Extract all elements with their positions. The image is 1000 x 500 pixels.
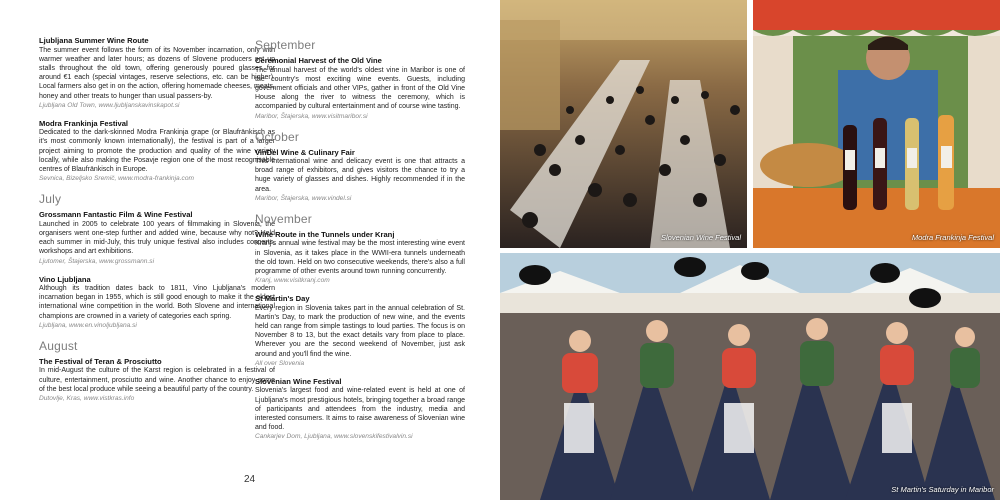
event-title: Slovenian Wine Festival [255, 376, 342, 386]
photo-caption: St Martin's Saturday in Maribor [891, 485, 994, 494]
event-title: Ljubljana Summer Wine Route [39, 36, 149, 45]
event-description: Although its tradition dates back to 1811, Vino Ljubljana's modern incarnation began in 1955, which is still good enough to make it the oldest international wine competition in the world. Both Slovene and international champions are crowned in a variety of categories each spring. [39, 285, 275, 320]
event-entry [39, 357, 275, 403]
event-description: Launched in 2005 to celebrate 100 years of filmmaking in Slovenia, the organisers went one-step further and added wine, because why not? Held each summer in mid-July, this truly unique festival also includes concerts, workshops and art exhibitions. [39, 220, 275, 256]
event-description: Every region in Slovenia takes part in the annual celebration of St. Martin's Day, to mark the production of new wine, and the events held can range from simple tastings to loud parties. The focus is on November 8 to 13, but the exact details vary from place to place. Wherever you are the second weekend of November, just ask around and you'll find the wine. [255, 304, 465, 358]
event-description: The summer event follows the form of its November incarnation, only with warmer weather and later hours; as dozens of Slovene producers set up stalls throughout the old town, offering generously poured glasses for around €1 each (special vintages, reserve selections, etc. can be higher). Local farmers also get in on the action, offering homemade cheeses, meats, honey and other treats to hunger than usual passers-by. [39, 46, 275, 100]
page-number: 24 [244, 474, 256, 485]
month-heading-november: November [255, 211, 312, 226]
event-description: Kranj's annual wine festival may be the most interesting wine event in Slovenia, as it takes place in the WWII-era tunnels underneath the old town. Held on two consecutive weekends, there's also a full programme of other events around town running concurrently. [255, 240, 465, 275]
event-title: Wine Route in the Tunnels under Kranj [255, 229, 395, 239]
event-location: Cankarjev Dom, Ljubljana, www.slovenskifestivalvin.si [255, 433, 413, 441]
event-description: Slovenia's largest food and wine-related event is held at one of Ljubljana's most prestigious hotels, bringing together a broad range of participants and attendees from the industry, media and interested consumers. It aims to raise awareness of Slovenian wine and food. [255, 387, 465, 432]
event-entry [255, 294, 465, 368]
photo-wine-festival-hall [500, 0, 747, 248]
event-location: Maribor, Štajerska, www.visitmaribor.si [255, 112, 368, 120]
event-title: Vino Ljubljana [39, 274, 91, 284]
event-location: Maribor, Štajerska, www.vindel.si [255, 194, 352, 202]
event-entry [255, 56, 465, 121]
month-heading-october: October [255, 129, 300, 144]
event-location: Kranj, www.visitkranj.com [255, 277, 330, 285]
event-title: Modra Frankinja Festival [39, 118, 129, 128]
event-title: Grossmann Fantastic Film & Wine Festival [39, 210, 193, 220]
event-description: The annual harvest of the world's oldest vine in Maribor is one of the country's most exciting wine events. Guests, including government officials and other VIPs, gather in front of the Old Vine House along the river to witness the ceremony, which is accompanied by cultural entertainment and of course wine tasting. [255, 66, 465, 111]
photo-caption: Modra Frankinja Festival [911, 233, 994, 242]
event-description: Dedicated to the dark-skinned Modra Frankinja grape (or Blaufränkisch as it's most commonly known internationally), the festival is part of a larger project aiming to promote the production and quality of the wine variety locally, while also making the Posavje region one of the most recognisable centres of Blaufränkisch in Europe. [39, 129, 275, 174]
photo-caption: Slovenian Wine Festival [661, 233, 741, 242]
month-heading-august: August [39, 338, 78, 353]
event-title: The Festival of Teran & Prosciutto [39, 356, 162, 366]
event-entry [255, 377, 465, 442]
event-entry [255, 148, 465, 203]
event-location: Ljutomer, Štajerska, www.grossmann.si [39, 257, 155, 265]
event-title: VinDel Wine & Culinary Fair [255, 147, 355, 157]
photo-page [500, 0, 1000, 500]
event-entry [255, 230, 465, 285]
photo-winemaker-stall [753, 0, 1000, 248]
event-location: Ljubljana Old Town, www.ljubljanskavinskapot.si [39, 101, 180, 109]
photo-folk-dancers [500, 253, 1000, 500]
event-description: In mid-August the culture of the Karst region is celebrated in a festival of culture, entertainment, prosciutto and wine. Another chance to enjoy some of the best local produce while seeing a beautiful party of the country. [39, 367, 275, 393]
event-entry [39, 275, 275, 330]
event-entry [39, 210, 275, 265]
event-location: Sevnica, Bizeljsko Sremič, www.modra-frankinja.com [39, 175, 195, 183]
left-column [39, 36, 275, 412]
right-column [255, 36, 465, 450]
event-title: St Martin's Day [255, 294, 310, 304]
event-title: Ceremonial Harvest of the Old Vine [255, 56, 382, 65]
event-description: This international wine and delicacy event is one that attracts a broad range of exhibitors, and gives visitors the chance to try a huge variety of glasses and dishes. Highly recommended if in the area. [255, 158, 465, 193]
event-location: Dutovlje, Kras, www.vistkras.info [39, 394, 135, 402]
month-heading-september: September [255, 38, 316, 52]
month-heading-july: July [39, 192, 62, 207]
event-entry [39, 36, 275, 110]
event-location: Ljubljana, www.en.vinoljubljana.si [39, 321, 137, 329]
event-entry [39, 119, 275, 184]
event-location: All over Slovenia [255, 359, 305, 367]
